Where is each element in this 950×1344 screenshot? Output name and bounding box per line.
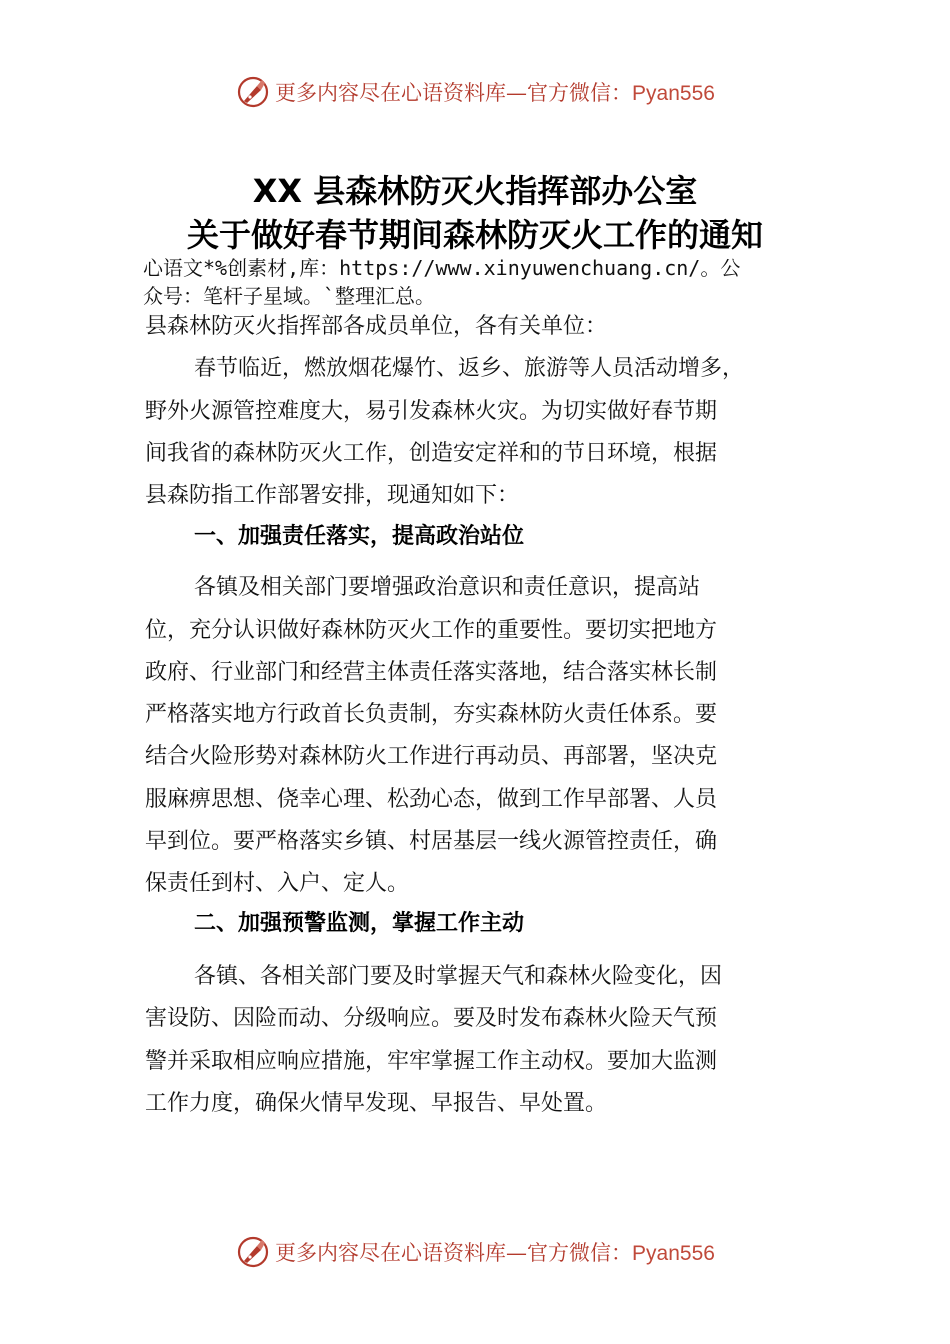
- intro-line-2: 野外火源管控难度大，易引发森林火灾。为切实做好春节期: [145, 399, 718, 424]
- source-note-line-1: 心语文*%创素材,库：https://www.xinyuwenchuang.cn/。公: [143, 256, 741, 280]
- pen-nib-logo-icon: [235, 74, 271, 110]
- intro-line-4: 县森防指工作部署安排，现通知如下：: [145, 483, 520, 508]
- intro-line-3: 间我省的森林防灭火工作，创造安定祥和的节日环境，根据: [145, 441, 718, 466]
- section-2-line-2: 害设防、因险而动、分级响应。要及时发布森林火险天气预: [145, 1006, 718, 1031]
- intro-line-1: 春节临近，燃放烟花爆竹、返乡、旅游等人员活动增多，: [194, 356, 745, 381]
- watermark-banner-bottom: [0, 1232, 950, 1272]
- watermark-text: 更多内容尽在心语资料库—官方微信：Pyan556: [275, 1241, 715, 1265]
- section-2-heading: 二、加强预警监测，掌握工作主动: [194, 910, 525, 936]
- pen-nib-logo-icon: [235, 1234, 271, 1270]
- section-1-line-5: 结合火险形势对森林防火工作进行再动员、再部署，坚决克: [145, 744, 718, 769]
- section-2-line-1: 各镇、各相关部门要及时掌握天气和森林火险变化，因: [194, 964, 723, 989]
- document-title-line-2: 关于做好春节期间森林防灭火工作的通知: [186, 216, 763, 254]
- section-1-heading: 一、加强责任落实，提高政治站位: [194, 523, 525, 549]
- section-1-line-2: 位，充分认识做好森林防灭火工作的重要性。要切实把地方: [145, 618, 718, 643]
- section-1-line-6: 服麻痹思想、侥幸心理、松劲心态，做到工作早部署、人员: [145, 787, 718, 812]
- watermark-text: 更多内容尽在心语资料库—官方微信：Pyan556: [275, 81, 715, 105]
- source-note-line-2: 众号：笔杆子星域。`整理汇总。: [143, 284, 436, 308]
- document-title-line-1: XX 县森林防灭火指挥部办公室: [252, 172, 698, 210]
- watermark-banner-top: [0, 72, 950, 112]
- section-1-line-4: 严格落实地方行政首长负责制，夯实森林防火责任体系。要: [145, 702, 718, 727]
- section-1-line-1: 各镇及相关部门要增强政治意识和责任意识，提高站: [194, 575, 701, 600]
- section-1-line-8: 保责任到村、入户、定人。: [145, 871, 410, 896]
- section-1-line-7: 早到位。要严格落实乡镇、村居基层一线火源管控责任，确: [145, 829, 718, 854]
- salutation: 县森林防灭火指挥部各成员单位，各有关单位：: [145, 314, 608, 339]
- section-1-line-3: 政府、行业部门和经营主体责任落实落地，结合落实林长制: [145, 660, 718, 685]
- section-2-line-4: 工作力度，确保火情早发现、早报告、早处置。: [145, 1091, 608, 1116]
- section-2-line-3: 警并采取相应响应措施，牢牢掌握工作主动权。要加大监测: [145, 1049, 718, 1074]
